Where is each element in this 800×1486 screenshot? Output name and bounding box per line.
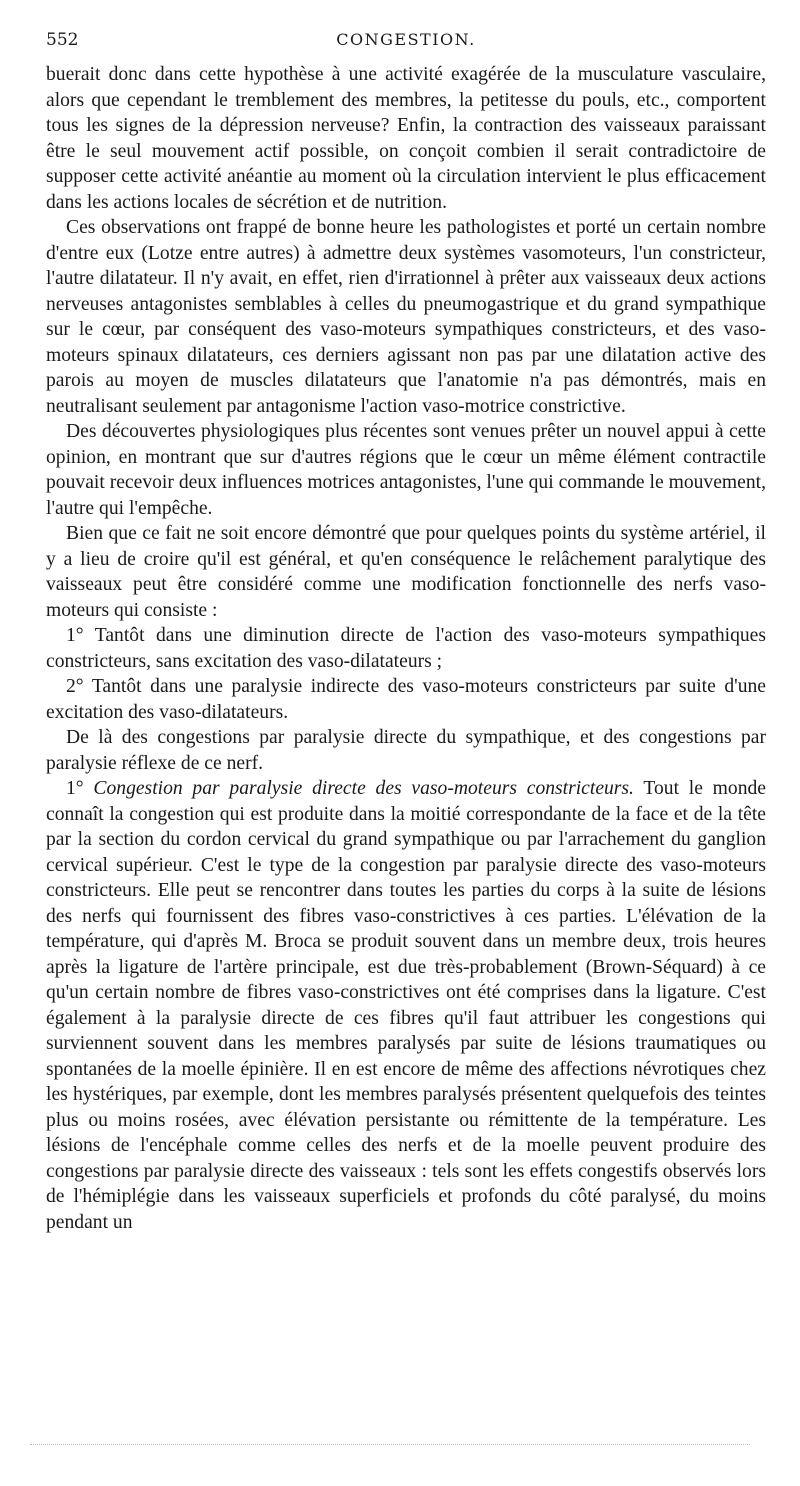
paragraph-direct-paralysis bbox=[46, 776, 766, 1235]
body-text bbox=[46, 62, 766, 1235]
running-head: CONGESTION. bbox=[336, 30, 476, 49]
footer-dotted-rule bbox=[30, 1444, 750, 1449]
paragraph-list-item-2: 2° Tantôt dans une paralysie indirecte des vaso-moteurs constricteurs par suite d'une excitation des vaso-dilatateurs. bbox=[46, 676, 766, 723]
book-page bbox=[46, 28, 766, 1235]
section-body: Tout le monde connaît la congestion qui est produite dans la moitié correspondante de la face et de la tête par la section du cordon cervical du grand sympathique ou par l'arrachement du ganglion cervical supérieur. C'est le type de la congestion par paralysie directe des vaso-moteurs constricteurs. Elle peut se rencontrer dans toutes les parties du corps à la suite de lésions des nerfs qui fournissent des fibres vaso-constrictives à ces parties. L'élévation de la température, qui d'après M. Broca se produit souvent dans un membre deux, trois heures après la ligature de l'artère principale, est due très-probablement (Brown-Séquard) à ce qu'un certain nombre de fibres vaso-constrictives ont été comprises dans la ligature. C'est également à la paralysie directe de ces fibres qu'il faut attribuer les congestions qui surviennent souvent dans les membres paralysés par suite de lésions traumatiques ou spontanées de la moelle épinière. Il en est encore de même des affections névrotiques chez les hystériques, par exemple, dont les membres paralysés présentent quelquefois des teintes plus ou moins rosées, avec élévation persistante ou rémittente de la température. Les lésions de l'encéphale comme celles des nerfs et de la moelle peuvent produire des congestions par paralysie directe des vaisseaux : tels sont les effets congestifs observés lors de l'hémiplégie dans les vaisseaux superficiels et profonds du côté paralysé, du moins pendant un bbox=[46, 778, 767, 1233]
section-heading-italic: Congestion par paralysie directe des vaso-moteurs constricteurs. bbox=[93, 778, 634, 799]
page-header bbox=[46, 28, 766, 62]
paragraph-congestion-types: De là des congestions par paralysie directe du sympathique, et des congestions par paralysie réflexe de ce nerf. bbox=[46, 727, 766, 774]
section-number: 1° bbox=[66, 778, 94, 799]
page-number: 552 bbox=[46, 30, 79, 50]
paragraph-vasomotor-systems: Ces observations ont frappé de bonne heure les pathologistes et porté un certain nombre d'entre eux (Lotze entre autres) à admettre deux systèmes vasomoteurs, l'un constricteur, l'autre dilatateur. Il n'y avait, en effet, rien d'irrationnel à prêter aux vaisseaux deux actions nerveuses antagonistes semblables à celles du pneumogastrique et du grand sympathique sur le cœur, par conséquent des vaso-moteurs sympathiques constricteurs, et des vaso-moteurs spinaux dilatateurs, ces derniers agissant non pas par une dilatation active des parois au moyen de muscles dilatateurs que l'anatomie n'a pas démontrés, mais en neutralisant seulement par antagonisme l'action vaso-motrice constrictive. bbox=[46, 217, 766, 417]
paragraph-continuation: buerait donc dans cette hypothèse à une activité exagérée de la musculature vasculaire, alors que cependant le tremblement des membres, la petitesse du pouls, etc., comportent tous les signes de la dépression nerveuse? Enfin, la contraction des vaisseaux paraissant être le seul mouvement actif possible, on conçoit combien il serait contradictoire de supposer cette activité anéantie au moment où la circulation intervient le plus efficacement dans les actions locales de sécrétion et de nutrition. bbox=[46, 64, 766, 213]
paragraph-paralytic-relaxation: Bien que ce fait ne soit encore démontré que pour quelques points du système artériel, il y a lieu de croire qu'il est général, et qu'en conséquence le relâchement paralytique des vaisseaux peut être considéré comme une modification fonctionnelle des nerfs vaso-moteurs qui consiste : bbox=[46, 523, 766, 621]
paragraph-physiological-discoveries: Des découvertes physiologiques plus récentes sont venues prêter un nouvel appui à cette opinion, en montrant que sur d'autres régions que le cœur un même élément contractile pouvait recevoir deux influences motrices antagonistes, l'une qui commande le mouvement, l'autre qui l'empêche. bbox=[46, 421, 766, 519]
paragraph-list-item-1: 1° Tantôt dans une diminution directe de l'action des vaso-moteurs sympathiques constricteurs, sans excitation des vaso-dilatateurs ; bbox=[46, 625, 766, 672]
